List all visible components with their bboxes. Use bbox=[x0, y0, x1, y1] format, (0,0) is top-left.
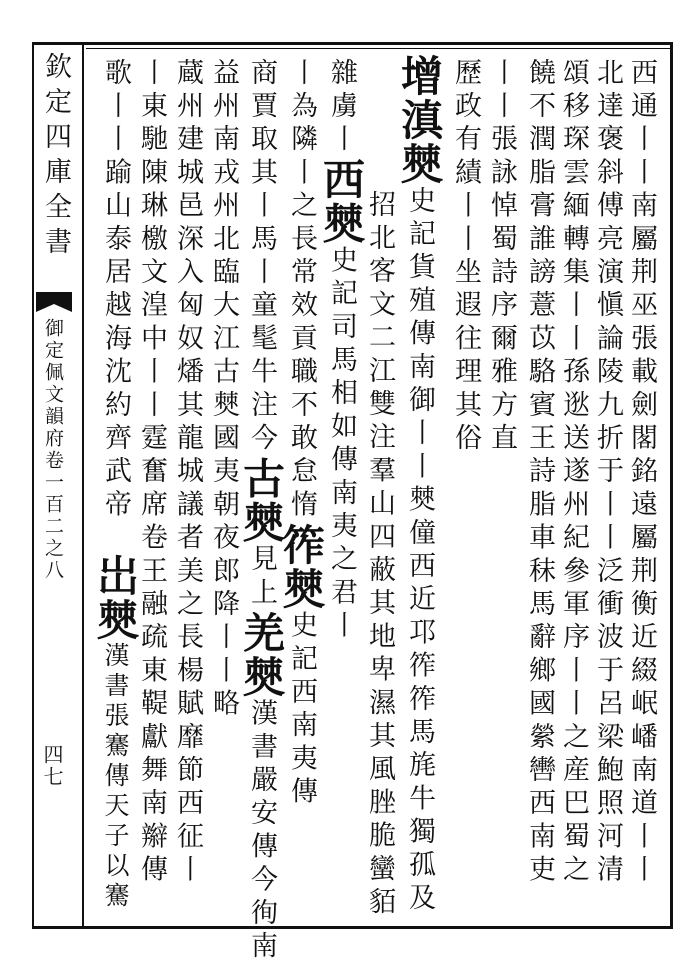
text-column-1 bbox=[624, 58, 658, 918]
text-column-12 bbox=[206, 58, 240, 918]
text-column-10 bbox=[277, 58, 326, 918]
column-text: 漢書張騫傳天子以騫 bbox=[101, 642, 130, 912]
fish-tail-mark-icon bbox=[36, 292, 72, 312]
bottom-border-rule bbox=[32, 926, 672, 929]
column-text: 益州南戎州北臨大江古僰國 bbox=[208, 58, 239, 457]
text-column-9 bbox=[317, 58, 366, 918]
column-text: 頌移琛雲緬轉集丨丨孫逖送遂州紀參軍序丨丨之産巴蜀之 bbox=[558, 58, 589, 888]
entry-heading: 西僰 bbox=[317, 157, 366, 246]
column-text: 丨之長常效貢職不敢怠惰 bbox=[286, 157, 317, 523]
text-column-11 bbox=[237, 58, 286, 965]
column-text: 上 bbox=[246, 577, 277, 611]
column-text: 漢書嚴安傳今徇南 bbox=[246, 698, 277, 965]
column-text: 丨為隣 bbox=[286, 58, 317, 158]
top-border-rule bbox=[32, 42, 672, 45]
text-column-13 bbox=[170, 58, 204, 918]
margin-divider-rule bbox=[82, 42, 84, 929]
right-border-rule bbox=[670, 42, 673, 929]
column-text: 北達褒斜傅亮演愼論陵九折于丨丨泛衝波于呂梁鮑照河清 bbox=[592, 58, 623, 888]
column-text: 招北客文二江雙注羣山四蔽其地卑濕其風脞脆蠻貊 bbox=[364, 190, 395, 921]
entry-heading: 古僰 bbox=[237, 456, 286, 545]
column-text: 丨東馳陳琳檄文湟中丨丨霆奮席卷王融疏東鞮獻舞南辮傳 bbox=[136, 58, 167, 888]
column-text: 饒不潤脂膏誰謗薏苡駱賓王詩脂車秣馬辭鄉國縈轡西南吏 bbox=[524, 58, 555, 888]
top-inner-rule bbox=[86, 48, 672, 49]
column-text: 蔵州建城邑深入匈奴燔其龍城議者美之長楊賦靡節西征丨 bbox=[172, 58, 203, 888]
text-column-5 bbox=[484, 58, 518, 498]
margin-left-rule bbox=[32, 42, 34, 929]
column-text: 見 bbox=[246, 544, 277, 578]
text-column-14 bbox=[134, 58, 168, 918]
section-title: 御定佩文韻府卷一百二之八 bbox=[42, 318, 64, 582]
column-text: 夷朝夜郎降丨丨略 bbox=[208, 456, 239, 723]
column-text: 歌丨丨踰山泰居越海沈約齊武帝 bbox=[100, 58, 131, 523]
column-text: 史記西南夷傳 bbox=[286, 610, 317, 811]
entry-heading: 增滇僰 bbox=[395, 54, 444, 186]
column-text: 商賈取其丨馬丨童髦牛注今 bbox=[246, 58, 277, 457]
text-column-4 bbox=[522, 58, 556, 918]
column-text: 丨丨張詠悼蜀詩序爾雅方直 bbox=[486, 58, 517, 457]
text-column-15 bbox=[98, 58, 132, 558]
book-title: 欽定四庫全書 bbox=[40, 52, 71, 262]
entry-heading: 筰僰 bbox=[277, 522, 326, 611]
page-number: 四七 bbox=[40, 744, 64, 788]
column-text: 史記貨殖傳南御丨丨僰僮西近邛筰筰馬旄牛獨孤及 bbox=[404, 186, 435, 917]
text-column-16b bbox=[91, 554, 140, 914]
text-column-7 bbox=[395, 54, 444, 920]
column-text: 史記司馬相如傳南夷之君丨 bbox=[326, 245, 357, 645]
text-column-3 bbox=[556, 58, 590, 918]
text-column-2 bbox=[590, 58, 624, 918]
text-column-8 bbox=[362, 190, 396, 920]
text-column-6 bbox=[448, 58, 482, 498]
column-text: 西通丨丨南屬荆巫張載劍閣銘遠屬荆衡近綴岷嶓南道丨丨 bbox=[626, 58, 657, 888]
column-text: 雜虜丨 bbox=[326, 58, 357, 158]
entry-heading: 岀僰 bbox=[91, 554, 140, 642]
entry-heading: 羌僰 bbox=[237, 610, 286, 699]
column-text: 歷政有績丨丨坐遐往理其俗 bbox=[450, 58, 481, 457]
